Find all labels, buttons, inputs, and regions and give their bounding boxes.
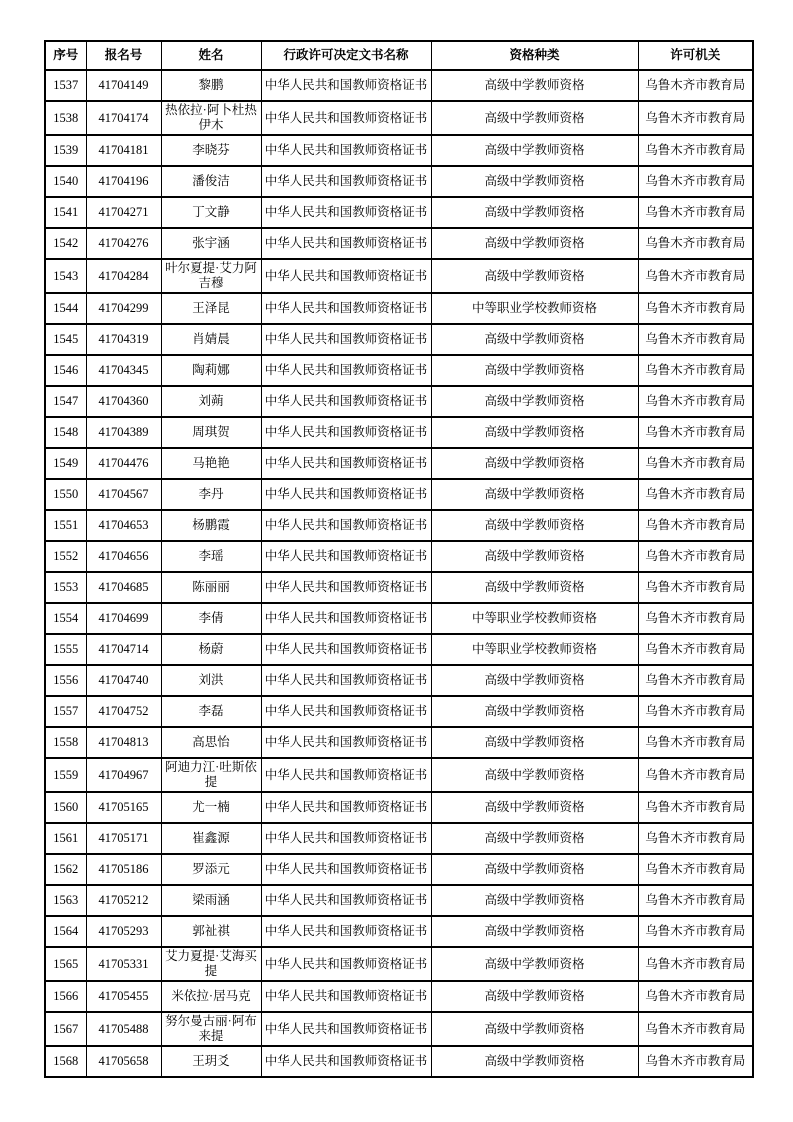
- cell-licensing-authority: 乌鲁木齐市教育局: [638, 197, 753, 228]
- cell-serial: 1556: [45, 665, 86, 696]
- cell-registration-number: 41705293: [86, 916, 161, 947]
- cell-serial: 1565: [45, 947, 86, 981]
- cell-licensing-authority: 乌鲁木齐市教育局: [638, 947, 753, 981]
- cell-name: 王玥爻: [161, 1046, 261, 1077]
- cell-registration-number: 41704181: [86, 135, 161, 166]
- cell-licensing-authority: 乌鲁木齐市教育局: [638, 758, 753, 792]
- cell-licensing-authority: 乌鲁木齐市教育局: [638, 792, 753, 823]
- cell-qualification-type: 高级中学教师资格: [431, 885, 638, 916]
- cell-name: 崔鑫源: [161, 823, 261, 854]
- cell-document-title: 中华人民共和国教师资格证书: [261, 355, 431, 386]
- table-row: [45, 634, 753, 665]
- cell-licensing-authority: 乌鲁木齐市教育局: [638, 101, 753, 135]
- table-row: [45, 981, 753, 1012]
- cell-serial: 1560: [45, 792, 86, 823]
- cell-document-title: 中华人民共和国教师资格证书: [261, 981, 431, 1012]
- cell-serial: 1542: [45, 228, 86, 259]
- cell-serial: 1562: [45, 854, 86, 885]
- table-row: [45, 947, 753, 981]
- cell-document-title: 中华人民共和国教师资格证书: [261, 947, 431, 981]
- cell-name: 刘蒴: [161, 386, 261, 417]
- cell-licensing-authority: 乌鲁木齐市教育局: [638, 981, 753, 1012]
- cell-qualification-type: 高级中学教师资格: [431, 916, 638, 947]
- cell-name: 努尔曼古丽·阿布来提: [161, 1012, 261, 1046]
- cell-document-title: 中华人民共和国教师资格证书: [261, 386, 431, 417]
- cell-registration-number: 41704360: [86, 386, 161, 417]
- cell-name: 郭祉祺: [161, 916, 261, 947]
- col-header-serial: 序号: [45, 41, 86, 70]
- cell-serial: 1549: [45, 448, 86, 479]
- cell-document-title: 中华人民共和国教师资格证书: [261, 916, 431, 947]
- cell-name: 杨蔚: [161, 634, 261, 665]
- cell-licensing-authority: 乌鲁木齐市教育局: [638, 259, 753, 293]
- col-header-registration-number: 报名号: [86, 41, 161, 70]
- cell-name: 陶莉娜: [161, 355, 261, 386]
- cell-qualification-type: 高级中学教师资格: [431, 479, 638, 510]
- cell-licensing-authority: 乌鲁木齐市教育局: [638, 293, 753, 324]
- cell-registration-number: 41704740: [86, 665, 161, 696]
- cell-registration-number: 41704685: [86, 572, 161, 603]
- cell-serial: 1543: [45, 259, 86, 293]
- cell-name: 李晓芬: [161, 135, 261, 166]
- cell-registration-number: 41704813: [86, 727, 161, 758]
- table-row: [45, 386, 753, 417]
- cell-registration-number: 41704967: [86, 758, 161, 792]
- cell-serial: 1566: [45, 981, 86, 1012]
- table-row: [45, 758, 753, 792]
- cell-document-title: 中华人民共和国教师资格证书: [261, 696, 431, 727]
- cell-qualification-type: 高级中学教师资格: [431, 947, 638, 981]
- cell-name: 周琪贺: [161, 417, 261, 448]
- cell-licensing-authority: 乌鲁木齐市教育局: [638, 135, 753, 166]
- cell-name: 王泽昆: [161, 293, 261, 324]
- cell-document-title: 中华人民共和国教师资格证书: [261, 854, 431, 885]
- cell-registration-number: 41705488: [86, 1012, 161, 1046]
- cell-registration-number: 41704699: [86, 603, 161, 634]
- cell-registration-number: 41704174: [86, 101, 161, 135]
- cell-serial: 1552: [45, 541, 86, 572]
- cell-qualification-type: 高级中学教师资格: [431, 854, 638, 885]
- cell-serial: 1541: [45, 197, 86, 228]
- cell-serial: 1545: [45, 324, 86, 355]
- table-row: [45, 135, 753, 166]
- table-row: [45, 1046, 753, 1077]
- cell-qualification-type: 高级中学教师资格: [431, 197, 638, 228]
- cell-licensing-authority: 乌鲁木齐市教育局: [638, 665, 753, 696]
- cell-qualification-type: 高级中学教师资格: [431, 823, 638, 854]
- cell-serial: 1561: [45, 823, 86, 854]
- cell-document-title: 中华人民共和国教师资格证书: [261, 135, 431, 166]
- cell-name: 刘洪: [161, 665, 261, 696]
- cell-name: 张宇涵: [161, 228, 261, 259]
- cell-name: 尤一楠: [161, 792, 261, 823]
- cell-name: 罗添元: [161, 854, 261, 885]
- cell-licensing-authority: 乌鲁木齐市教育局: [638, 854, 753, 885]
- table-row: [45, 603, 753, 634]
- cell-serial: 1550: [45, 479, 86, 510]
- cell-registration-number: 41704149: [86, 70, 161, 101]
- table-row: [45, 510, 753, 541]
- cell-qualification-type: 高级中学教师资格: [431, 355, 638, 386]
- cell-registration-number: 41704656: [86, 541, 161, 572]
- cell-qualification-type: 高级中学教师资格: [431, 135, 638, 166]
- cell-name: 李磊: [161, 696, 261, 727]
- cell-licensing-authority: 乌鲁木齐市教育局: [638, 823, 753, 854]
- cell-registration-number: 41704276: [86, 228, 161, 259]
- cell-name: 陈丽丽: [161, 572, 261, 603]
- cell-serial: 1540: [45, 166, 86, 197]
- col-header-qualification-type: 资格种类: [431, 41, 638, 70]
- cell-document-title: 中华人民共和国教师资格证书: [261, 293, 431, 324]
- cell-serial: 1539: [45, 135, 86, 166]
- cell-document-title: 中华人民共和国教师资格证书: [261, 197, 431, 228]
- cell-name: 黎鹏: [161, 70, 261, 101]
- cell-registration-number: 41705331: [86, 947, 161, 981]
- cell-licensing-authority: 乌鲁木齐市教育局: [638, 572, 753, 603]
- cell-qualification-type: 高级中学教师资格: [431, 727, 638, 758]
- cell-serial: 1538: [45, 101, 86, 135]
- col-header-licensing-authority: 许可机关: [638, 41, 753, 70]
- cell-serial: 1557: [45, 696, 86, 727]
- cell-licensing-authority: 乌鲁木齐市教育局: [638, 70, 753, 101]
- cell-serial: 1551: [45, 510, 86, 541]
- cell-qualification-type: 高级中学教师资格: [431, 70, 638, 101]
- table-row: [45, 355, 753, 386]
- cell-qualification-type: 高级中学教师资格: [431, 572, 638, 603]
- cell-document-title: 中华人民共和国教师资格证书: [261, 792, 431, 823]
- cell-document-title: 中华人民共和国教师资格证书: [261, 885, 431, 916]
- cell-document-title: 中华人民共和国教师资格证书: [261, 324, 431, 355]
- cell-document-title: 中华人民共和国教师资格证书: [261, 603, 431, 634]
- cell-registration-number: 41704299: [86, 293, 161, 324]
- cell-serial: 1553: [45, 572, 86, 603]
- cell-registration-number: 41705165: [86, 792, 161, 823]
- table-header-row: [45, 41, 753, 70]
- cell-document-title: 中华人民共和国教师资格证书: [261, 541, 431, 572]
- cell-licensing-authority: 乌鲁木齐市教育局: [638, 603, 753, 634]
- table-row: [45, 417, 753, 448]
- cell-document-title: 中华人民共和国教师资格证书: [261, 510, 431, 541]
- cell-name: 李丹: [161, 479, 261, 510]
- cell-qualification-type: 高级中学教师资格: [431, 259, 638, 293]
- cell-name: 马艳艳: [161, 448, 261, 479]
- cell-qualification-type: 高级中学教师资格: [431, 792, 638, 823]
- cell-serial: 1537: [45, 70, 86, 101]
- cell-licensing-authority: 乌鲁木齐市教育局: [638, 355, 753, 386]
- cell-licensing-authority: 乌鲁木齐市教育局: [638, 386, 753, 417]
- cell-registration-number: 41705658: [86, 1046, 161, 1077]
- table-row: [45, 665, 753, 696]
- table-row: [45, 727, 753, 758]
- cell-licensing-authority: 乌鲁木齐市教育局: [638, 916, 753, 947]
- cell-document-title: 中华人民共和国教师资格证书: [261, 665, 431, 696]
- cell-name: 梁雨涵: [161, 885, 261, 916]
- cell-licensing-authority: 乌鲁木齐市教育局: [638, 541, 753, 572]
- cell-qualification-type: 中等职业学校教师资格: [431, 634, 638, 665]
- cell-registration-number: 41705455: [86, 981, 161, 1012]
- cell-name: 热依拉·阿卜杜热伊木: [161, 101, 261, 135]
- cell-document-title: 中华人民共和国教师资格证书: [261, 448, 431, 479]
- col-header-document-title: 行政许可决定文书名称: [261, 41, 431, 70]
- cell-document-title: 中华人民共和国教师资格证书: [261, 417, 431, 448]
- cell-registration-number: 41704389: [86, 417, 161, 448]
- cell-registration-number: 41704345: [86, 355, 161, 386]
- cell-qualification-type: 高级中学教师资格: [431, 510, 638, 541]
- cell-licensing-authority: 乌鲁木齐市教育局: [638, 448, 753, 479]
- cell-registration-number: 41704196: [86, 166, 161, 197]
- cell-name: 李倩: [161, 603, 261, 634]
- cell-licensing-authority: 乌鲁木齐市教育局: [638, 228, 753, 259]
- cell-qualification-type: 高级中学教师资格: [431, 166, 638, 197]
- cell-document-title: 中华人民共和国教师资格证书: [261, 479, 431, 510]
- table-row: [45, 572, 753, 603]
- cell-registration-number: 41704319: [86, 324, 161, 355]
- cell-licensing-authority: 乌鲁木齐市教育局: [638, 324, 753, 355]
- cell-qualification-type: 高级中学教师资格: [431, 1012, 638, 1046]
- col-header-name: 姓名: [161, 41, 261, 70]
- cell-document-title: 中华人民共和国教师资格证书: [261, 572, 431, 603]
- cell-document-title: 中华人民共和国教师资格证书: [261, 166, 431, 197]
- cell-serial: 1568: [45, 1046, 86, 1077]
- cell-serial: 1544: [45, 293, 86, 324]
- cell-qualification-type: 高级中学教师资格: [431, 101, 638, 135]
- cell-qualification-type: 高级中学教师资格: [431, 1046, 638, 1077]
- table-row: [45, 448, 753, 479]
- table-row: [45, 197, 753, 228]
- cell-licensing-authority: 乌鲁木齐市教育局: [638, 696, 753, 727]
- table-row: [45, 259, 753, 293]
- cell-qualification-type: 高级中学教师资格: [431, 696, 638, 727]
- cell-document-title: 中华人民共和国教师资格证书: [261, 758, 431, 792]
- cell-licensing-authority: 乌鲁木齐市教育局: [638, 1012, 753, 1046]
- cell-serial: 1547: [45, 386, 86, 417]
- cell-serial: 1555: [45, 634, 86, 665]
- cell-name: 米依拉·居马克: [161, 981, 261, 1012]
- cell-registration-number: 41704653: [86, 510, 161, 541]
- cell-serial: 1546: [45, 355, 86, 386]
- table-row: [45, 916, 753, 947]
- cell-registration-number: 41704284: [86, 259, 161, 293]
- cell-document-title: 中华人民共和国教师资格证书: [261, 634, 431, 665]
- cell-licensing-authority: 乌鲁木齐市教育局: [638, 634, 753, 665]
- cell-serial: 1558: [45, 727, 86, 758]
- cell-serial: 1554: [45, 603, 86, 634]
- cell-document-title: 中华人民共和国教师资格证书: [261, 70, 431, 101]
- table-row: [45, 293, 753, 324]
- cell-registration-number: 41704271: [86, 197, 161, 228]
- cell-qualification-type: 高级中学教师资格: [431, 386, 638, 417]
- table-row: [45, 792, 753, 823]
- cell-document-title: 中华人民共和国教师资格证书: [261, 228, 431, 259]
- table-row: [45, 541, 753, 572]
- cell-name: 高思怡: [161, 727, 261, 758]
- cell-document-title: 中华人民共和国教师资格证书: [261, 1012, 431, 1046]
- cell-name: 肖婧晨: [161, 324, 261, 355]
- table-row: [45, 324, 753, 355]
- cell-qualification-type: 高级中学教师资格: [431, 417, 638, 448]
- cell-qualification-type: 高级中学教师资格: [431, 665, 638, 696]
- cell-registration-number: 41704752: [86, 696, 161, 727]
- cell-registration-number: 41704567: [86, 479, 161, 510]
- table-row: [45, 70, 753, 101]
- cell-name: 李瑶: [161, 541, 261, 572]
- cell-name: 潘俊洁: [161, 166, 261, 197]
- cell-qualification-type: 高级中学教师资格: [431, 758, 638, 792]
- table-row: [45, 166, 753, 197]
- cell-document-title: 中华人民共和国教师资格证书: [261, 727, 431, 758]
- cell-qualification-type: 高级中学教师资格: [431, 448, 638, 479]
- cell-serial: 1563: [45, 885, 86, 916]
- cell-name: 阿迪力江·吐斯依提: [161, 758, 261, 792]
- table-row: [45, 885, 753, 916]
- cell-serial: 1567: [45, 1012, 86, 1046]
- table-row: [45, 228, 753, 259]
- table-row: [45, 479, 753, 510]
- cell-qualification-type: 中等职业学校教师资格: [431, 293, 638, 324]
- cell-name: 杨鹏霞: [161, 510, 261, 541]
- cell-licensing-authority: 乌鲁木齐市教育局: [638, 1046, 753, 1077]
- cell-document-title: 中华人民共和国教师资格证书: [261, 823, 431, 854]
- cell-serial: 1548: [45, 417, 86, 448]
- cell-serial: 1559: [45, 758, 86, 792]
- table-row: [45, 1012, 753, 1046]
- cell-document-title: 中华人民共和国教师资格证书: [261, 259, 431, 293]
- cell-licensing-authority: 乌鲁木齐市教育局: [638, 510, 753, 541]
- cell-document-title: 中华人民共和国教师资格证书: [261, 1046, 431, 1077]
- cell-licensing-authority: 乌鲁木齐市教育局: [638, 885, 753, 916]
- table-row: [45, 101, 753, 135]
- cell-document-title: 中华人民共和国教师资格证书: [261, 101, 431, 135]
- cell-registration-number: 41705186: [86, 854, 161, 885]
- table-row: [45, 854, 753, 885]
- cell-licensing-authority: 乌鲁木齐市教育局: [638, 417, 753, 448]
- cell-qualification-type: 高级中学教师资格: [431, 981, 638, 1012]
- cell-serial: 1564: [45, 916, 86, 947]
- cell-qualification-type: 高级中学教师资格: [431, 324, 638, 355]
- cell-registration-number: 41705171: [86, 823, 161, 854]
- cell-licensing-authority: 乌鲁木齐市教育局: [638, 166, 753, 197]
- cell-qualification-type: 高级中学教师资格: [431, 228, 638, 259]
- table-row: [45, 823, 753, 854]
- cell-name: 艾力夏提·艾海买提: [161, 947, 261, 981]
- cell-registration-number: 41705212: [86, 885, 161, 916]
- table-row: [45, 696, 753, 727]
- cell-licensing-authority: 乌鲁木齐市教育局: [638, 479, 753, 510]
- cell-qualification-type: 中等职业学校教师资格: [431, 603, 638, 634]
- cell-name: 叶尔夏提·艾力阿吉穆: [161, 259, 261, 293]
- cell-registration-number: 41704714: [86, 634, 161, 665]
- cell-licensing-authority: 乌鲁木齐市教育局: [638, 727, 753, 758]
- cell-name: 丁文静: [161, 197, 261, 228]
- cell-registration-number: 41704476: [86, 448, 161, 479]
- license-table: [44, 40, 754, 1078]
- cell-qualification-type: 高级中学教师资格: [431, 541, 638, 572]
